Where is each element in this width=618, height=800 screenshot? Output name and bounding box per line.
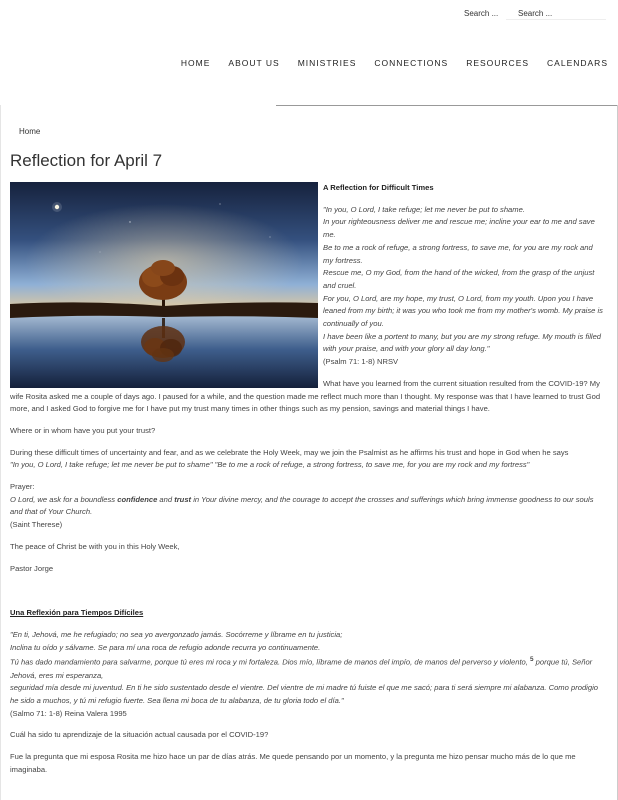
english-paragraph-3: During these difficult times of uncertainty and fear, and as we celebrate the Holy Week, may we join the Psalmist as he affirms his trust and hope in God when he says [10,447,569,457]
tree-reflection-image [10,182,318,388]
verse-line: I have been like a portent to many, but you are my strong refuge. My mouth is filled with your praise, and with your glory all day long." [323,331,602,354]
nav-resources[interactable]: RESOURCES [466,58,530,68]
prayer-text-c: in Your divine mercy, and the courage to accept the crosses and sufferings which bring immense goodness to our souls and that of Your Church. [10,494,594,517]
content-frame-left [0,105,1,800]
nav-connections[interactable]: CONNECTIONS [374,58,449,68]
signature: Pastor Jorge [10,563,54,573]
spanish-verse-line: seguridad mía desde mi juventud. En ti he sido sustentado desde el vientre. Del vientre de mi madre tú fuiste el que me sacó; para ti será siempre mi alabanza. Como prodigio he sido a muchos, y tú mi refugio fuerte. Sea llena mi boca de tu alabanza, de tu gloria todo el día." [10,683,598,706]
spanish-verse-3a: Tú has dado mandamiento para salvarme, porque tú eres mi roca y mi fortaleza. Dios mío, líbrame de manos del impío, de manos del perverso y violento, [10,657,530,667]
prayer-text-a: O Lord, we ask for a boundless [10,494,118,504]
nav-home[interactable]: HOME [180,58,211,68]
spanish-citation: (Salmo 71: 1-8) Reina Valera 1995 [10,708,127,718]
nav-calendars[interactable]: CALENDARS [547,58,608,68]
breadcrumb-home[interactable]: Home [19,127,41,136]
verse-line: "In you, O Lord, I take refuge; let me never be put to shame. [323,204,525,214]
prayer-trust: trust [174,494,192,504]
spanish-verse-line: "En ti, Jehová, me he refugiado; no sea yo avergonzado jamás. Socórreme y líbrame en tu justicia; [10,629,343,639]
verse-line: For you, O Lord, are my hope, my trust, O Lord, from my youth. Upon you I have leaned from my birth; it was you who took me from my mother's womb. My praise is continually of you. [323,293,603,329]
verse-number: 5 [530,656,534,664]
nav-ministries[interactable]: MINISTRIES [297,58,357,68]
spanish-paragraph: Fue la pregunta que mi esposa Rosita me hizo hace un par de días atrás. Me quede pensando por un momento, y la pregunta me hizo pensar mucho más de lo que me imaginaba. [10,752,576,774]
spanish-verse-line [10,654,604,682]
content-frame-top [276,105,617,106]
verse-line: Rescue me, O my God, from the hand of the wicked, from the grasp of the unjust and cruel. [323,268,595,290]
prayer-text-b: and [157,494,175,504]
prayer-attribution: (Saint Therese) [10,520,63,530]
article-body [10,182,604,777]
english-citation: (Psalm 71: 1-8) NRSV [323,357,399,367]
search-label: Search ... [464,9,499,18]
search-input[interactable] [506,8,606,20]
spanish-verse-line: Inclina tu oído y sálvame. Se para mí una roca de refugio adonde recurra yo continuamente. [10,642,321,652]
spanish-question: Cuál ha sido tu aprendizaje de la situación actual causada por el COVID-19? [10,730,269,740]
prayer-label: Prayer: [10,482,35,492]
prayer-text [10,494,604,519]
english-heading: A Reflection for Difficult Times [323,183,434,192]
prayer-confidence: confidence [117,494,158,504]
page-title: Reflection for April 7 [10,151,163,170]
english-paragraph-1: What have you learned from the current situation resulted from the COVID-19? My wife Rosita asked me a couple of days ago. I paused for a while, and the question made me reflect much more than I thought. My response was that I have learned to trust God more, and I asked God to forgive me for I have put my trust many times in other things such as my pension, savings and material things I have. [10,378,601,414]
peace-greeting: The peace of Christ be with you in this Holy Week, [10,541,180,551]
verse-line: In your righteousness deliver me and rescue me; incline your ear to me and save me. [323,217,595,240]
verse-line: Be to me a rock of refuge, a strong fortress, to save me, for you are my rock and my fortress. [323,242,593,265]
nav-about-us[interactable]: ABOUT US [228,58,280,68]
main-nav [181,58,608,68]
english-paragraph-2: Where or in whom have you put your trust? [10,425,156,435]
spanish-verse-3b: porque tú, Señor Jehová, eres mi esperanza, [10,657,593,680]
spanish-heading: Una Reflexión para Tiempos Difíciles [10,608,144,618]
english-paragraph-3-quote: "In you, O Lord, I take refuge; let me never be put to shame" "Be to me a rock of refuge, a strong fortress, to save me, for you are my rock and my fortress" [10,460,530,470]
